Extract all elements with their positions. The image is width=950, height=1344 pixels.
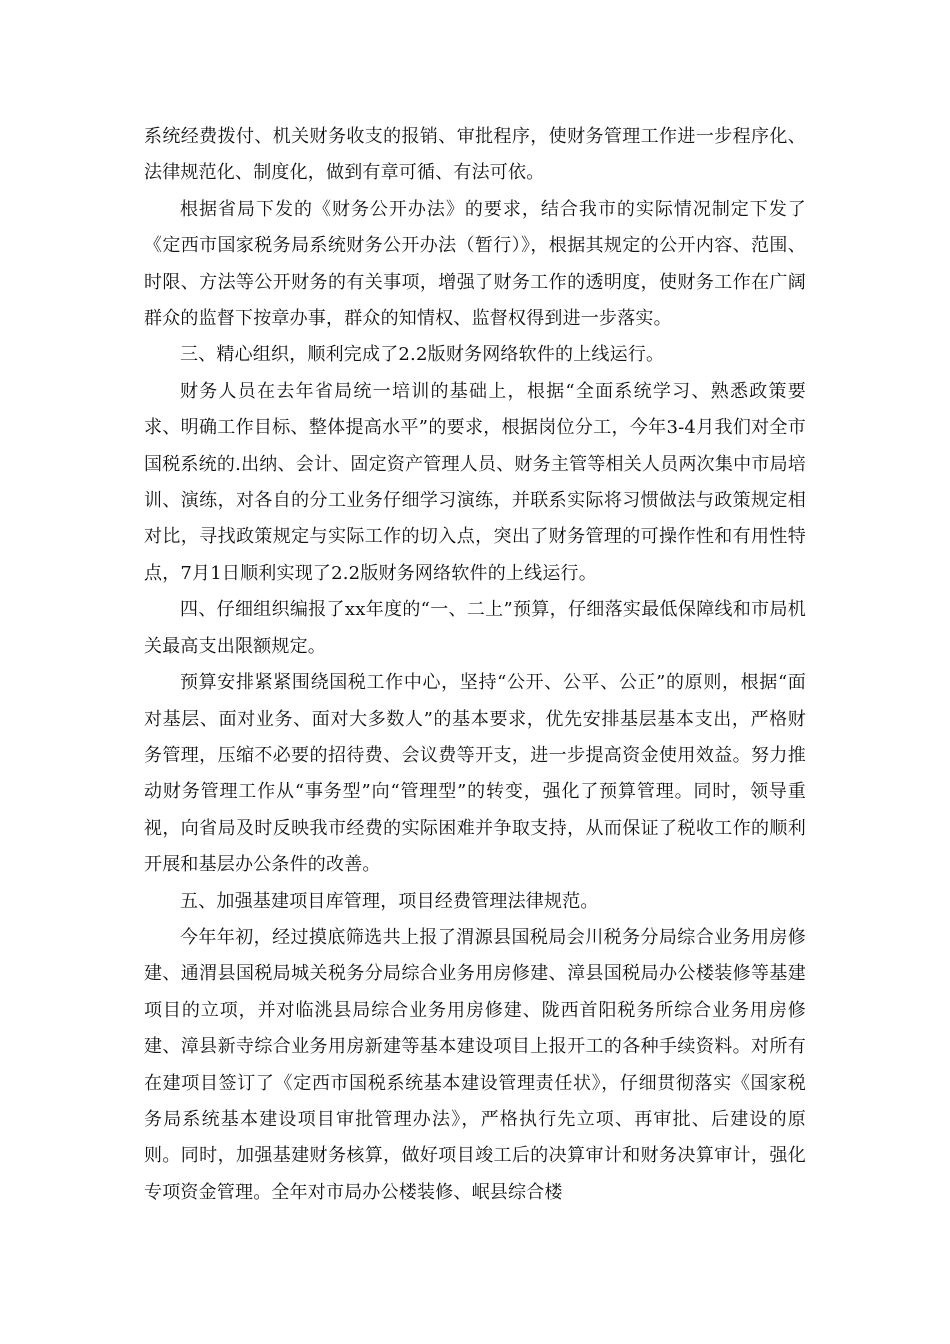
paragraph-8: 今年年初，经过摸底筛选共上报了渭源县国税局会川税务分局综合业务用房修建、通渭县国税局城关税务分局综合业务用房修建、漳县国税局办公楼装修等基建项目的立项，并对临洮县局综合业务用房修建、陇西首阳税务所综合业务用房修建、漳县新寺综合业务用房新建等基本建设项目上报开工的各种手续资料。对所有在建项目签订了《定西市国税系统基本建设管理责任状》，仔细贯彻落实《国家税务局系统基本建设项目审批管理办法》，严格执行先立项、再审批、后建设的原则。同时，加强基建财务核算，做好项目竣工后的决算审计和财务决算审计，强化专项资金管理。全年对市局办公楼装修、岷县综合楼 — [144, 926, 806, 1203]
section-heading-4: 四、仔细组织编报了xx年度的“一、二上”预算，仔细落实最低保障线和市局机关最高支出限额规定。 — [144, 599, 806, 657]
section-heading-3: 三、精心组织，顺利完成了2.2版财务网络软件的上线运行。 — [180, 344, 665, 366]
document-body — [144, 119, 806, 1211]
paragraph-4: 财务人员在去年省局统一培训的基础上，根据“全面系统学习、熟悉政策要求、明确工作目标、整体提高水平”的要求，根据岗位分工，今年3-4月我们对全市国税系统的.出纳、会计、固定资产管理人员、财务主管等相关人员两次集中市局培训、演练，对各自的分工业务仔细学习演练，并联系实际将习惯做法与政策规定相对比，寻找政策规定与实际工作的切入点，突出了财务管理的可操作性和有用性特点，7月1日顺利实现了2.2版财务网络软件的上线运行。 — [144, 380, 806, 584]
paragraph-6: 预算安排紧紧围绕国税工作中心，坚持“公开、公平、公正”的原则，根据“面对基层、面对业务、面对大多数人”的基本要求，优先安排基层基本支出，严格财务管理，压缩不必要的招待费、会议费等开支，进一步提高资金使用效益。努力推动财务管理工作从“事务型”向“管理型”的转变，强化了预算管理。同时，领导重视，向省局及时反映我市经费的实际困难并争取支持，从而保证了税收工作的顺利开展和基层办公条件的改善。 — [144, 672, 806, 876]
paragraph-2: 根据省局下发的《财务公开办法》的要求，结合我市的实际情况制定下发了《定西市国家税务局系统财务公开办法（暂行）》，根据其规定的公开内容、范围、时限、方法等公开财务的有关事项，增强了财务工作的透明度，使财务工作在广阔群众的监督下按章办事，群众的知情权、监督权得到进一步落实。 — [144, 198, 806, 330]
section-heading-5: 五、加强基建项目库管理，项目经费管理法律规范。 — [180, 890, 599, 912]
paragraph-1: 系统经费拨付、机关财务收支的报销、审批程序，使财务管理工作进一步程序化、法律规范化、制度化，做到有章可循、有法可依。 — [144, 126, 806, 184]
